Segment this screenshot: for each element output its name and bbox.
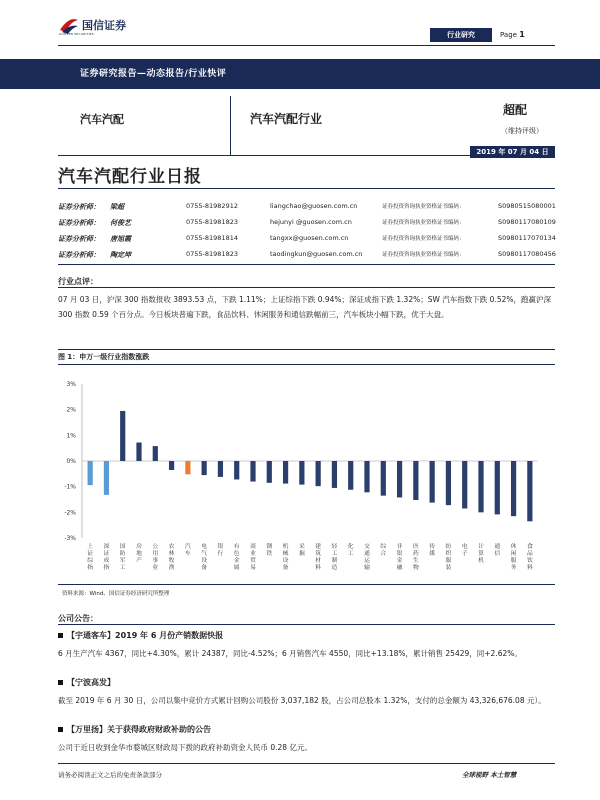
announcement-title-text: 【宇通客车】2019 年 6 月份产销数据快报 <box>67 631 224 640</box>
y-tick-label: 3% <box>66 381 76 388</box>
analyst-row <box>58 218 555 232</box>
bar <box>185 461 190 474</box>
analyst-email[interactable]: liangchao@guosen.com.cn <box>270 202 358 210</box>
bar <box>120 411 125 461</box>
figure-rule <box>58 364 555 365</box>
footer-rule <box>58 763 555 764</box>
x-tick-label: 农林牧渔 <box>168 544 175 571</box>
section-divider <box>230 96 231 156</box>
bar <box>527 461 532 521</box>
title-rule <box>58 188 555 189</box>
report-category-text: 证券研究报告—动态报告/行业快评 <box>80 69 227 79</box>
footer-slogan: 全球视野 本土智慧 <box>462 771 517 779</box>
x-tick-label: 银行 <box>217 544 224 557</box>
x-tick-label: 医药生物 <box>412 544 419 571</box>
bar <box>153 446 158 461</box>
analyst-row <box>58 250 555 264</box>
x-tick-label: 计算机 <box>478 544 484 564</box>
analyst-phone: 0755-81981823 <box>186 250 238 258</box>
analyst-role: 证券分析师： <box>58 251 100 259</box>
bar <box>218 461 223 477</box>
bullet-square-icon <box>58 633 63 638</box>
analyst-cert-code: S0980117070134 <box>498 234 556 242</box>
analyst-role: 证券分析师： <box>58 203 100 211</box>
report-title: 汽车汽配行业日报 <box>58 167 202 187</box>
x-tick-label: 交通运输 <box>364 544 370 571</box>
y-tick-label: 0% <box>66 458 76 465</box>
analyst-cert-code: S0980117080456 <box>498 250 556 258</box>
page-label: Page <box>500 31 517 39</box>
y-tick-label: -1% <box>64 483 76 491</box>
analyst-rule <box>58 264 555 265</box>
x-tick-label: 公用事业 <box>152 544 159 571</box>
bar <box>430 461 435 503</box>
analyst-cert-code: S0980515080001 <box>498 202 556 210</box>
bar <box>511 461 516 516</box>
bar <box>446 461 451 505</box>
x-tick-label: 传媒 <box>429 544 436 557</box>
x-tick-label: 建筑材料 <box>315 544 322 571</box>
analyst-phone: 0755-81981814 <box>186 234 238 242</box>
announcement-title <box>58 677 115 688</box>
bullet-square-icon <box>58 680 63 685</box>
y-tick-label: 2% <box>66 406 76 414</box>
announcement-body: 截至 2019 年 6 月 30 日，公司以集中竞价方式累计回购公司股份 3,037,182 股，占公司总股本 1.32%，支付的总金额为 43,326,676.08 元）。 <box>58 696 546 705</box>
bar <box>364 461 369 492</box>
analyst-email[interactable]: tangxx@guosen.com.cn <box>270 234 349 242</box>
x-tick-label: 上证综指 <box>87 544 94 571</box>
analyst-email[interactable]: taodingkun@guosen.com.cn <box>270 250 363 258</box>
analyst-phone: 0755-81981823 <box>186 218 238 226</box>
analyst-row <box>58 234 555 248</box>
analyst-cert-label: 证券投资咨询执业资格证书编码： <box>382 220 465 226</box>
announcement-title <box>58 630 223 641</box>
x-tick-label: 综合 <box>380 544 387 557</box>
industry-label: 汽车汽配行业 <box>250 112 323 126</box>
bar <box>348 461 353 490</box>
x-tick-label: 休闲服务 <box>510 544 517 571</box>
x-tick-label: 化工 <box>347 544 354 557</box>
page-number: 1 <box>519 30 525 39</box>
bar <box>397 461 402 497</box>
bar <box>332 461 337 488</box>
y-tick-label: 1% <box>66 432 76 440</box>
analyst-cert-label: 证券投资咨询执业资格证书编码： <box>382 204 465 210</box>
industry-index-bar-chart <box>58 372 555 580</box>
x-tick-label: 电子 <box>461 544 468 557</box>
analyst-role: 证券分析师： <box>58 219 100 227</box>
bar <box>413 461 418 500</box>
analyst-cert-code: S0980117080109 <box>498 218 556 226</box>
x-tick-label: 机械设备 <box>282 544 289 571</box>
report-type-tag: 行业研究 <box>430 28 492 42</box>
x-tick-label: 深证成指 <box>103 544 110 571</box>
header-rule <box>58 45 555 46</box>
analyst-name: 唐旭霞 <box>110 235 131 243</box>
analyst-name: 何俊艺 <box>110 219 131 227</box>
x-tick-label: 非银金融 <box>396 544 403 571</box>
bar <box>495 461 500 514</box>
x-tick-label: 钢铁 <box>266 544 273 557</box>
x-tick-label: 纺织服装 <box>445 544 452 571</box>
figure-source: 资料来源：Wind、国信证券经济研究所整理 <box>62 591 170 597</box>
review-rule <box>58 287 555 288</box>
announcements-rule <box>58 624 555 625</box>
x-tick-label: 商业贸易 <box>250 544 256 571</box>
announcement-title <box>58 724 211 735</box>
announcement-title-text: 【宁波高发】 <box>67 678 115 687</box>
x-tick-label: 电气设备 <box>201 544 208 571</box>
company-logo <box>58 14 128 36</box>
page-indicator <box>500 28 525 42</box>
announcement-title-text: 【万里扬】关于获得政府财政补助的公告 <box>67 725 211 734</box>
bar <box>381 461 386 496</box>
analyst-name: 陶定坤 <box>110 251 131 259</box>
analyst-row <box>58 202 555 216</box>
sector-label: 汽车汽配 <box>80 113 124 126</box>
bar <box>234 461 239 479</box>
analyst-cert-label: 证券投资咨询执业资格证书编码： <box>382 236 465 242</box>
analyst-name: 梁超 <box>110 203 124 211</box>
bullet-square-icon <box>58 727 63 732</box>
figure-top-rule <box>58 349 555 350</box>
figure-caption: 图 1：申万一级行业指数涨跌 <box>58 353 150 361</box>
analyst-phone: 0755-81982912 <box>186 202 238 210</box>
bar <box>299 461 304 485</box>
bar <box>250 461 255 482</box>
bar <box>267 461 272 483</box>
x-tick-label: 国防军工 <box>119 544 126 571</box>
bar <box>169 461 174 470</box>
bar <box>88 461 93 485</box>
x-tick-label: 轻工制造 <box>331 544 338 571</box>
logo-text: 国信证券 <box>82 19 126 32</box>
bar <box>136 443 141 461</box>
y-tick-label: -3% <box>64 535 76 542</box>
bar <box>478 461 483 512</box>
x-tick-label: 通信 <box>494 544 501 557</box>
logo-subtext: GUOSEN SECURITIES <box>59 32 94 36</box>
x-tick-label: 汽车 <box>184 544 191 557</box>
analyst-role: 证券分析师： <box>58 235 100 243</box>
figure-source-rule <box>58 584 555 585</box>
x-tick-label: 有色金属 <box>233 544 240 571</box>
bar <box>283 461 288 484</box>
y-tick-label: -2% <box>64 509 76 517</box>
analyst-cert-label: 证券投资咨询执业资格证书编码： <box>382 252 465 258</box>
review-heading: 行业点评： <box>58 277 98 286</box>
x-tick-label: 采掘 <box>298 544 305 557</box>
announcement-body: 6 月生产汽车 4367，同比+4.30%，累计 24387，同比-4.52%；6 月销售汽车 4550，同比+13.18%，累计销售 25429，同+2.62%。 <box>58 649 522 658</box>
x-tick-label: 食品饮料 <box>526 544 533 571</box>
bar <box>462 461 467 508</box>
announcements-heading: 公司公告： <box>58 614 98 623</box>
rating: 超配 <box>503 103 528 117</box>
announcement-body: 公司于近日收到金华市婺城区财政局下拨的政府补助资金人民币 0.28 亿元。 <box>58 743 312 752</box>
bar <box>104 461 109 495</box>
bar <box>202 461 207 475</box>
analyst-email[interactable]: hejunyi @guosen.com.cn <box>270 218 352 226</box>
report-date: 2019 年 07 月 04 日 <box>470 146 555 158</box>
review-body: 07 月 03 日，沪深 300 指数报收 3893.53 点，下跌 1.11%；上证综指下跌 0.94%；深证成指下跌 1.32%；SW 汽车指数下跌 0.52%，跑赢沪深 300 指数 0.59 个百分点。今日板块普遍下跌，食品饮料、休闲服务和通信跌幅前三，汽车板块小幅下跌，优于大盘。 <box>58 295 552 319</box>
rating-note: （维持评级） <box>501 127 543 135</box>
bar <box>316 461 321 486</box>
x-tick-label: 房地产 <box>136 544 142 564</box>
disclaimer-note: 请务必阅读正文之后的免责条款部分 <box>58 771 162 779</box>
